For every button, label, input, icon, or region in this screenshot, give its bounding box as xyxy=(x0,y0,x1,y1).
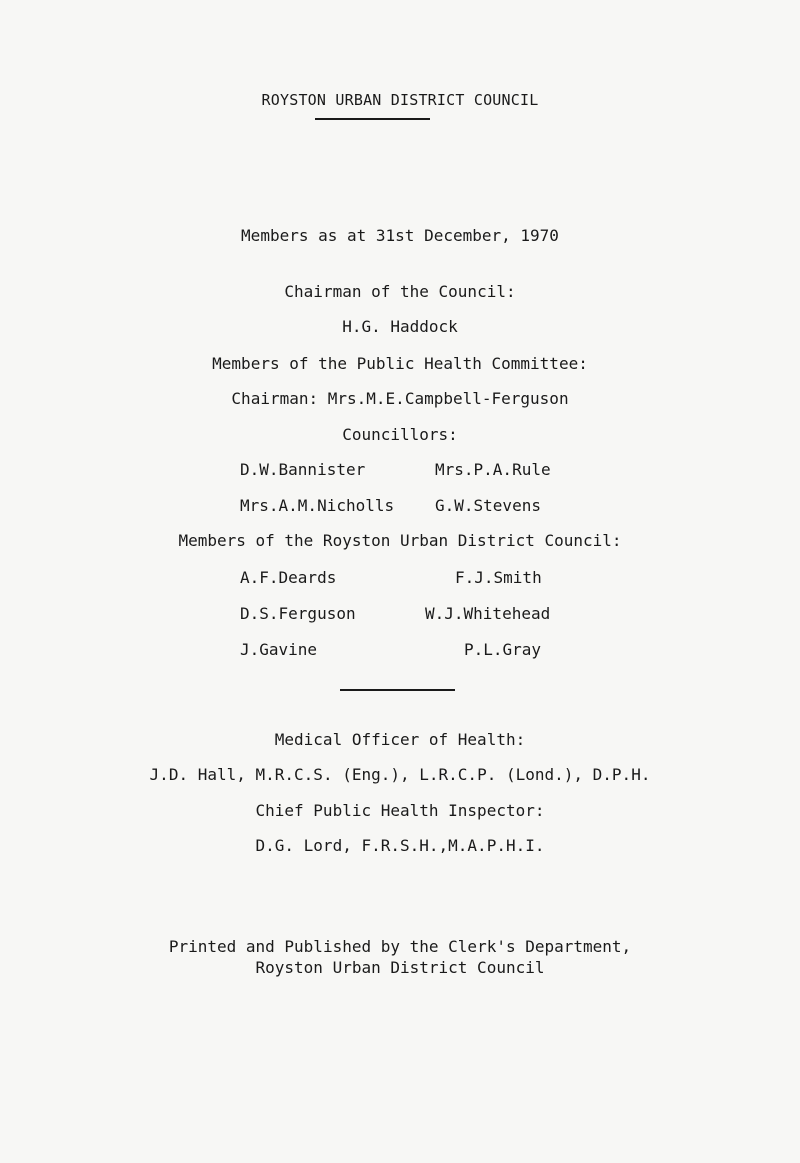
phc-councillors-heading: Councillors: xyxy=(342,425,458,444)
moh-heading: Medical Officer of Health: xyxy=(274,730,526,749)
page-title: ROYSTON URBAN DISTRICT COUNCIL xyxy=(261,91,539,109)
council-member: F.J.Smith xyxy=(455,568,542,587)
council-member: J.Gavine xyxy=(240,640,318,659)
council-member: P.L.Gray xyxy=(464,640,542,659)
council-heading: Members of the Royston Urban District Council: xyxy=(178,531,622,550)
council-member: A.F.Deards xyxy=(240,568,337,587)
council-member: D.S.Ferguson xyxy=(240,604,356,623)
phc-councillor: G.W.Stevens xyxy=(435,496,541,515)
phc-councillor: D.W.Bannister xyxy=(240,460,366,479)
phc-councillor: Mrs.P.A.Rule xyxy=(435,460,551,479)
footer-line-2: Royston Urban District Council xyxy=(255,958,545,977)
council-member: W.J.Whitehead xyxy=(425,604,551,623)
title-underline xyxy=(315,118,430,120)
cphi-heading: Chief Public Health Inspector: xyxy=(255,801,545,820)
phc-councillor: Mrs.A.M.Nicholls xyxy=(240,496,395,515)
moh-name: J.D. Hall, M.R.C.S. (Eng.), L.R.C.P. (Lond.), D.P.H. xyxy=(149,765,651,784)
members-date: Members as at 31st December, 1970 xyxy=(241,226,559,245)
cphi-name: D.G. Lord, F.R.S.H.,M.A.P.H.I. xyxy=(255,836,545,855)
phc-chairman: Chairman: Mrs.M.E.Campbell-Ferguson xyxy=(231,389,569,408)
chairman-heading: Chairman of the Council: xyxy=(284,282,516,301)
section-divider xyxy=(340,689,455,691)
phc-heading: Members of the Public Health Committee: xyxy=(212,354,588,373)
footer-line-1: Printed and Published by the Clerk's Department, xyxy=(168,937,632,956)
chairman-name: H.G. Haddock xyxy=(342,317,458,336)
